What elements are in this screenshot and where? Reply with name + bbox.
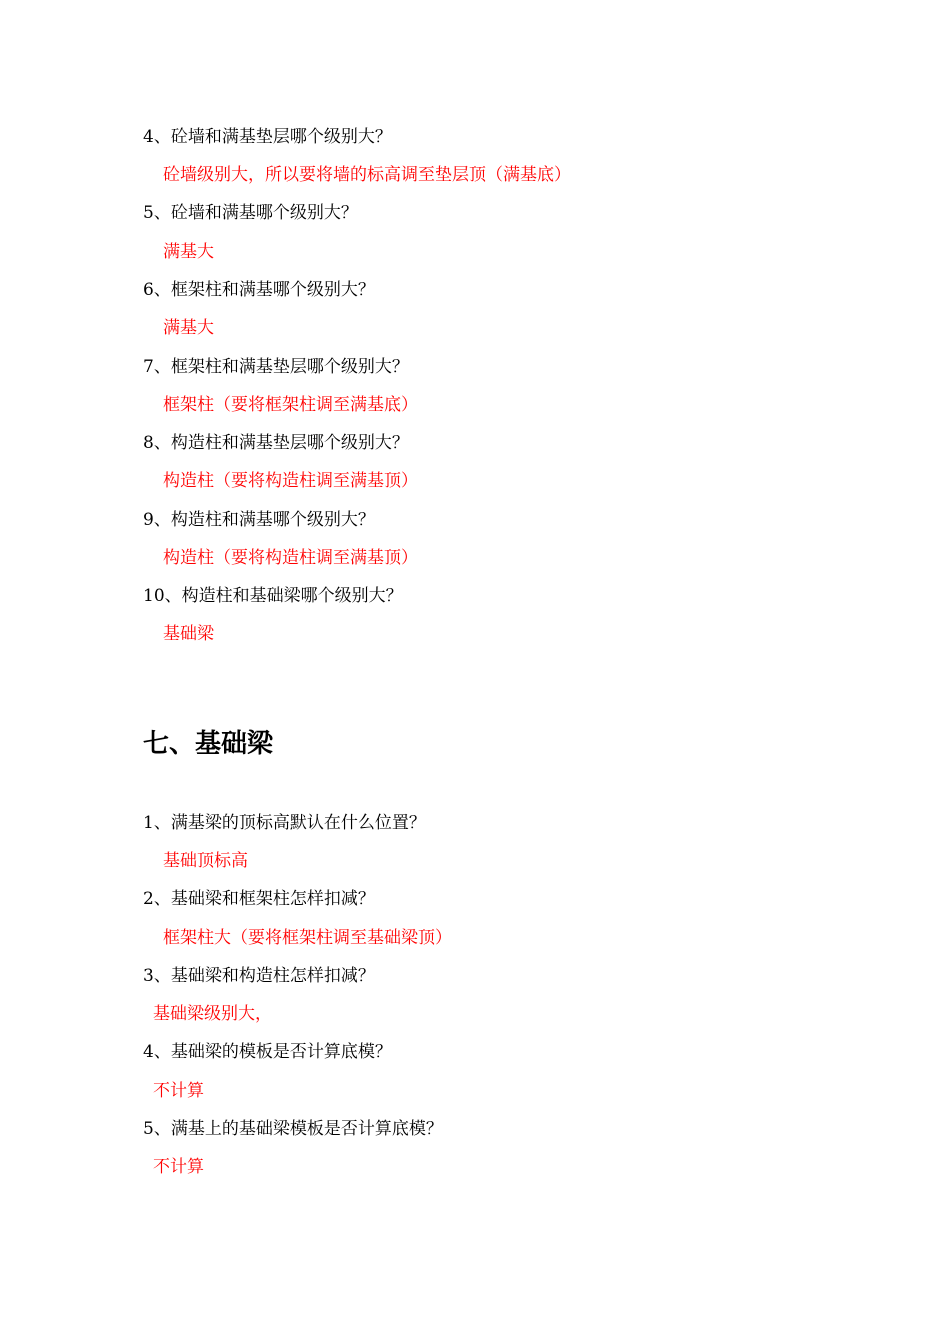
question-8: 8、构造柱和满基垫层哪个级别大？ bbox=[143, 433, 409, 453]
answer-7: 框架柱（要将框架柱调至满基底） bbox=[163, 395, 418, 415]
s7-answer-5: 不计算 bbox=[153, 1157, 204, 1177]
question-4: 4、砼墙和满基垫层哪个级别大？ bbox=[143, 127, 392, 147]
s7-answer-4: 不计算 bbox=[153, 1081, 204, 1101]
answer-4: 砼墙级别大，所以要将墙的标高调至垫层顶（满基底） bbox=[163, 165, 571, 185]
answer-10: 基础梁 bbox=[163, 624, 214, 644]
question-5: 5、砼墙和满基哪个级别大？ bbox=[143, 203, 358, 223]
s7-question-5: 5、满基上的基础梁模板是否计算底模？ bbox=[143, 1119, 443, 1139]
answer-5: 满基大 bbox=[163, 242, 214, 262]
answer-6: 满基大 bbox=[163, 318, 214, 338]
s7-answer-3: 基础梁级别大， bbox=[153, 1004, 272, 1024]
question-10: 10、构造柱和基础梁哪个级别大？ bbox=[143, 586, 403, 606]
answer-8: 构造柱（要将构造柱调至满基顶） bbox=[163, 471, 418, 491]
question-6: 6、框架柱和满基哪个级别大？ bbox=[143, 280, 375, 300]
answer-9: 构造柱（要将构造柱调至满基顶） bbox=[163, 548, 418, 568]
s7-answer-2: 框架柱大（要将框架柱调至基础梁顶） bbox=[163, 928, 452, 948]
s7-question-3: 3、基础梁和构造柱怎样扣减？ bbox=[143, 966, 375, 986]
s7-question-1: 1、满基梁的顶标高默认在什么位置？ bbox=[143, 813, 426, 833]
s7-question-2: 2、基础梁和框架柱怎样扣减？ bbox=[143, 889, 375, 909]
question-9: 9、构造柱和满基哪个级别大？ bbox=[143, 510, 375, 530]
question-7: 7、框架柱和满基垫层哪个级别大？ bbox=[143, 357, 409, 377]
section-heading: 七、基础梁 bbox=[143, 729, 274, 759]
s7-question-4: 4、基础梁的模板是否计算底模？ bbox=[143, 1042, 392, 1062]
s7-answer-1: 基础顶标高 bbox=[163, 851, 248, 871]
